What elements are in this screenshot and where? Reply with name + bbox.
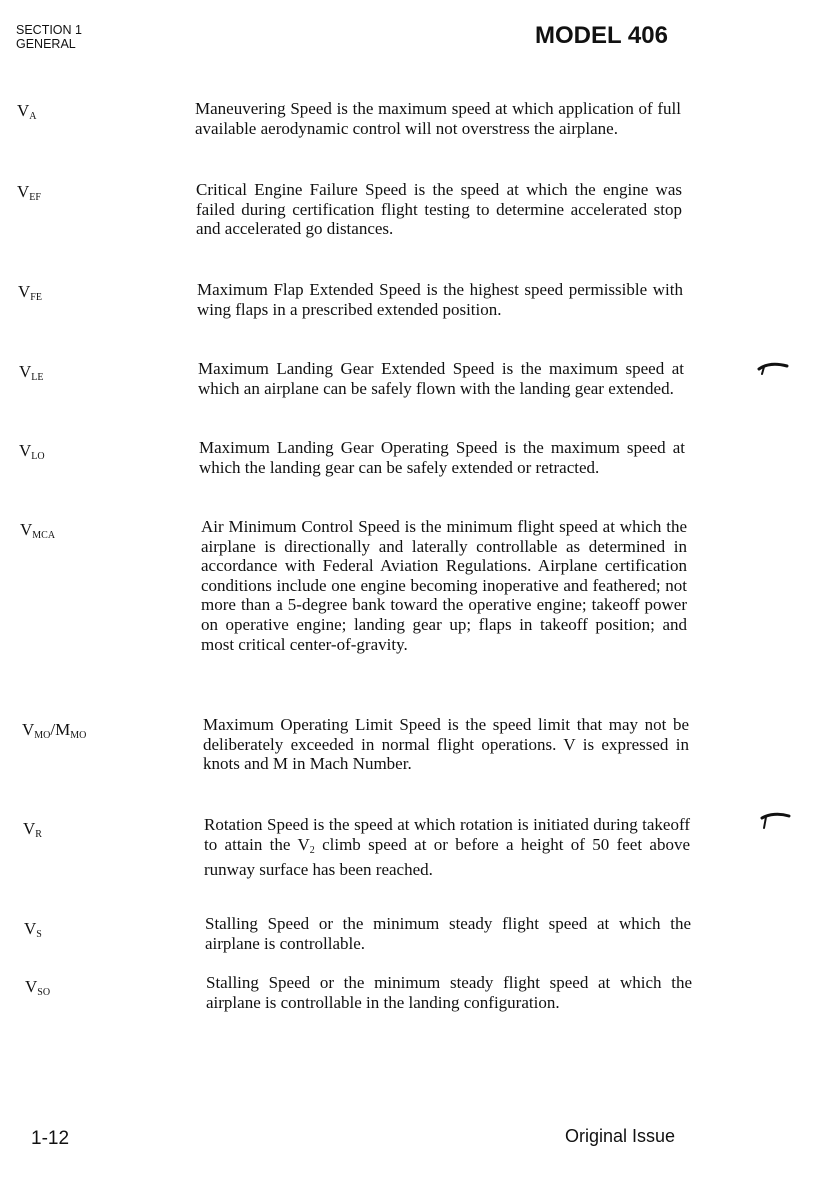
definition-text-part: climb speed at or before a height of 50 feet above runway surface has been reached.	[204, 834, 690, 880]
section-number: SECTION 1	[16, 23, 82, 37]
change-bar-mark	[756, 360, 790, 376]
page-number: 1-12	[31, 1128, 70, 1149]
term-symbol: V	[19, 441, 32, 460]
term-subscript: MO	[34, 730, 51, 741]
term-vr	[23, 819, 42, 840]
definition-vmo-mmo: Maximum Operating Limit Speed is the speed limit that may not be deliberately exceeded in normal flight operations. V is expressed in knots and M in Mach Number.	[203, 715, 689, 774]
term-vs	[24, 919, 42, 940]
definition-vs: Stalling Speed or the minimum steady flight speed at which the airplane is controllable.	[205, 914, 691, 953]
term-subscript: LO	[31, 451, 45, 462]
definition-vle: Maximum Landing Gear Extended Speed is the maximum speed at which an airplane can be safely flown with the landing gear extended.	[198, 359, 684, 398]
term-subscript: S	[36, 929, 42, 940]
term-vmo-mmo	[22, 720, 86, 741]
section-label	[16, 23, 82, 51]
term-symbol: V	[18, 282, 31, 301]
issue-label: Original Issue	[565, 1126, 676, 1146]
term-symbol-2: /M	[50, 720, 71, 739]
definition-vef: Critical Engine Failure Speed is the speed at which the engine was failed during certification flight testing to determine accelerated stop and accelerated go distances.	[196, 180, 682, 239]
term-subscript: FE	[30, 292, 42, 303]
term-symbol: V	[17, 182, 30, 201]
definition-vlo: Maximum Landing Gear Operating Speed is the maximum speed at which the landing gear can be safely extended or retracted.	[199, 438, 685, 477]
model-title: MODEL 406	[535, 22, 668, 49]
change-bar-mark	[758, 810, 792, 832]
term-subscript: A	[29, 111, 37, 122]
term-subscript: SO	[37, 987, 51, 998]
term-symbol: V	[24, 919, 37, 938]
definition-vmca: Air Minimum Control Speed is the minimum flight speed at which the airplane is directionally and laterally controllable as determined in accordance with Federal Aviation Regulations. Airplane certification conditions include one engine becoming inoperative and feathered; not more than a 5-degree bank toward the operative engine; takeoff power on operative engine; landing gear up; flaps in takeoff position; and most critical center-of-gravity.	[201, 517, 687, 654]
term-vmca	[20, 520, 55, 541]
definition-va: Maneuvering Speed is the maximum speed at which application of full available aerodynamic control will not overstress the airplane.	[195, 99, 681, 138]
term-subscript: LE	[31, 372, 44, 383]
term-symbol: V	[20, 520, 33, 539]
definition-vfe: Maximum Flap Extended Speed is the highest speed permissible with wing flaps in a prescribed extended position.	[197, 280, 683, 319]
term-vle	[19, 362, 44, 383]
term-symbol: V	[22, 720, 35, 739]
section-name: GENERAL	[16, 37, 76, 51]
term-vso	[25, 977, 50, 998]
term-vef	[17, 182, 41, 203]
term-symbol: V	[19, 362, 32, 381]
term-symbol: V	[23, 819, 36, 838]
term-subscript: EF	[29, 192, 41, 203]
definition-text-part: Rotation Speed is the speed at which rotation is initiated during takeoff to attain the V	[204, 815, 690, 854]
term-symbol: V	[17, 101, 30, 120]
term-subscript: MCA	[32, 530, 56, 541]
term-subscript-2: MO	[70, 730, 87, 741]
term-subscript: R	[35, 829, 42, 840]
definition-subscript: 2	[309, 844, 315, 856]
definition-vr	[204, 815, 690, 880]
term-vfe	[18, 282, 42, 303]
term-vlo	[19, 441, 45, 462]
definition-vso: Stalling Speed or the minimum steady flight speed at which the airplane is controllable in the landing configuration.	[206, 973, 692, 1012]
term-va	[17, 101, 37, 122]
term-symbol: V	[25, 977, 38, 996]
